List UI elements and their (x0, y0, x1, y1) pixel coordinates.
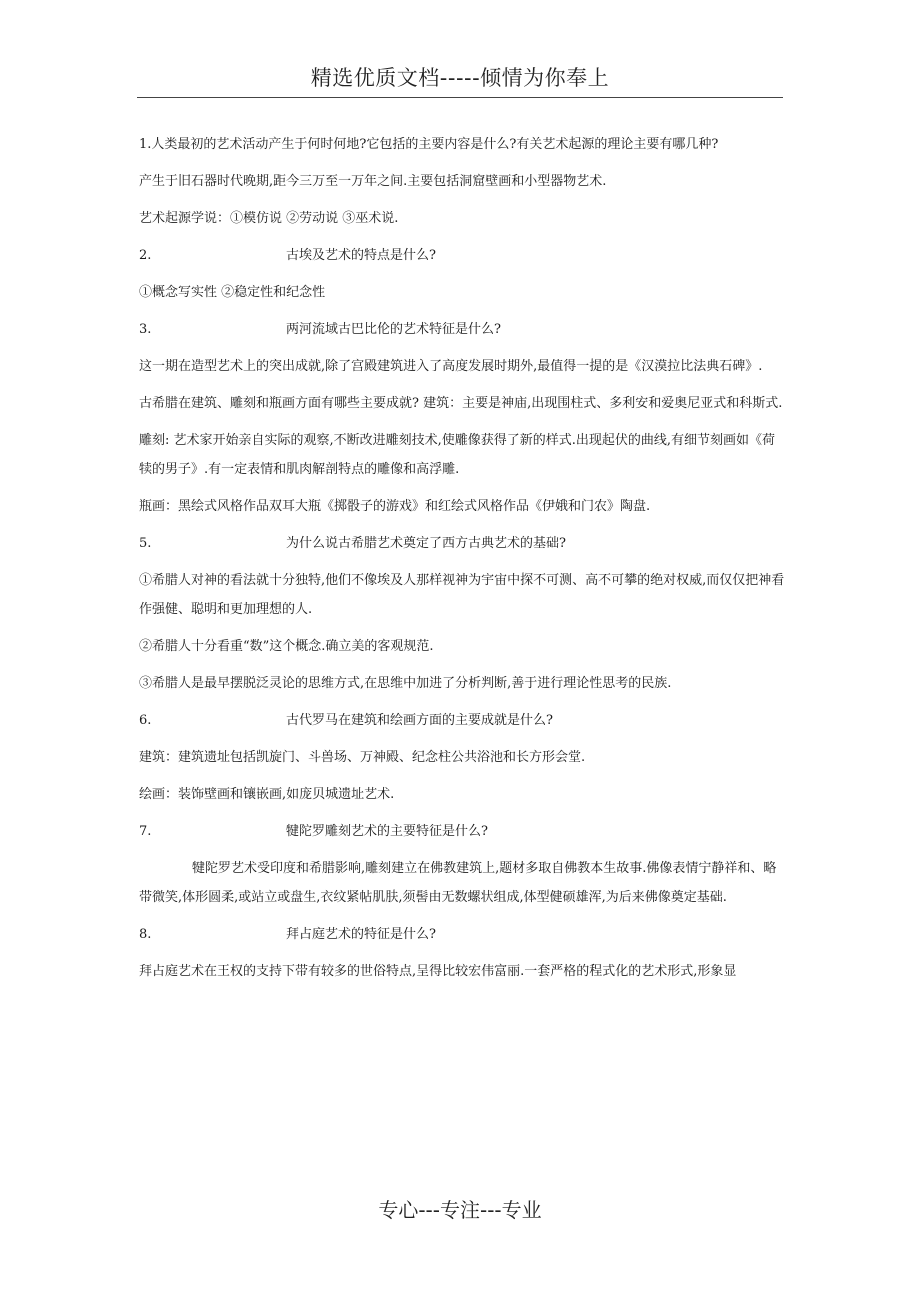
q5-question (139, 529, 785, 558)
q5-point-2: ②希腊人十分看重“数”这个概念.确立美的客观规范. (139, 639, 434, 654)
q2-title: 古埃及艺术的特点是什么? (286, 248, 436, 263)
q2-number: 2. (139, 248, 152, 263)
q4-architecture: 古希腊在建筑、雕刻和瓶画方面有哪些主要成就? 建筑：主要是神庙,出现围柱式、多利安和爱奥尼亚式和科斯式. (139, 396, 783, 411)
q8-answer: 拜占庭艺术在王权的支持下带有较多的世俗特点,呈得比较宏伟富丽.一套严格的程式化的艺术形式,形象显 (139, 964, 737, 979)
q6-number: 6. (139, 713, 152, 728)
q6-title: 古代罗马在建筑和绘画方面的主要成就是什么? (286, 713, 553, 728)
q3-question (139, 315, 785, 344)
q5-point-1: ①希腊人对神的看法就十分独特,他们不像埃及人那样视神为宇宙中探不可测、高不可攀的绝对权威,而仅仅把神看作强健、聪明和更加理想的人. (139, 573, 785, 617)
q8-number: 8. (139, 927, 152, 942)
q2-answer: ①概念写实性 ②稳定性和纪念性 (139, 285, 326, 300)
q3-title: 两河流域古巴比伦的艺术特征是什么? (286, 322, 501, 337)
q5-point-3: ③希腊人是最早摆脱泛灵论的思维方式,在思维中加进了分析判断,善于进行理论性思考的民族. (139, 676, 672, 691)
q1-answer-origin: 产生于旧石器时代晚期,距今三万至一万年之间.主要包括洞窟壁画和小型器物艺术. (139, 174, 607, 189)
q8-title: 拜占庭艺术的特征是什么? (286, 927, 436, 942)
q4-sculpture: 雕刻: 艺术家开始亲自实际的观察,不断改进雕刻技术,使雕像获得了新的样式.出现起伏的曲线,有细节刻画如《荷犊的男子》.有一定表情和肌肉解剖特点的雕像和高浮雕. (139, 433, 776, 477)
q1-question: 1.人类最初的艺术活动产生于何时何地?它包括的主要内容是什么?有关艺术起源的理论主要有哪几种? (139, 137, 719, 152)
q3-number: 3. (139, 322, 152, 337)
q5-title: 为什么说古希腊艺术奠定了西方古典艺术的基础? (286, 536, 566, 551)
q3-answer: 这一期在造型艺术上的突出成就,除了宫殿建筑进入了高度发展时期外,最值得一提的是《汉漠拉比法典石碑》. (139, 359, 763, 374)
page-header-title: 精选优质文档-----倾情为你奉上 (310, 66, 610, 90)
document-body (139, 130, 785, 994)
q6-question (139, 706, 785, 735)
q2-question (139, 241, 785, 270)
q1-answer-theories: 艺术起源学说：①模仿说 ②劳动说 ③巫术说. (139, 211, 399, 226)
q7-number: 7. (139, 824, 152, 839)
q6-architecture: 建筑：建筑遗址包括凯旋门、斗兽场、万神殿、纪念柱公共浴池和长方形会堂. (139, 750, 586, 765)
q7-question (139, 817, 785, 846)
q7-answer: 犍陀罗艺术受印度和希腊影响,雕刻建立在佛教建筑上,题材多取自佛教本生故事.佛像表情宁静祥和、略带微笑,体形圆柔,或站立或盘生,衣纹紧帖肌肤,须髻由无数螺状组成,体型健硕雄浑,为后来佛像奠定基础. (139, 861, 777, 905)
q4-vase-painting: 瓶画：黑绘式风格作品双耳大瓶《掷骰子的游戏》和红绘式风格作品《伊娥和门农》陶盘. (139, 499, 651, 514)
q5-number: 5. (139, 536, 152, 551)
header-rule (137, 97, 783, 98)
q6-painting: 绘画：装饰壁画和镶嵌画,如庞贝城遗址艺术. (139, 787, 395, 802)
page-footer-text: 专心---专注---专业 (378, 1198, 542, 1222)
q7-title: 犍陀罗雕刻艺术的主要特征是什么? (286, 824, 488, 839)
q8-question (139, 920, 785, 949)
